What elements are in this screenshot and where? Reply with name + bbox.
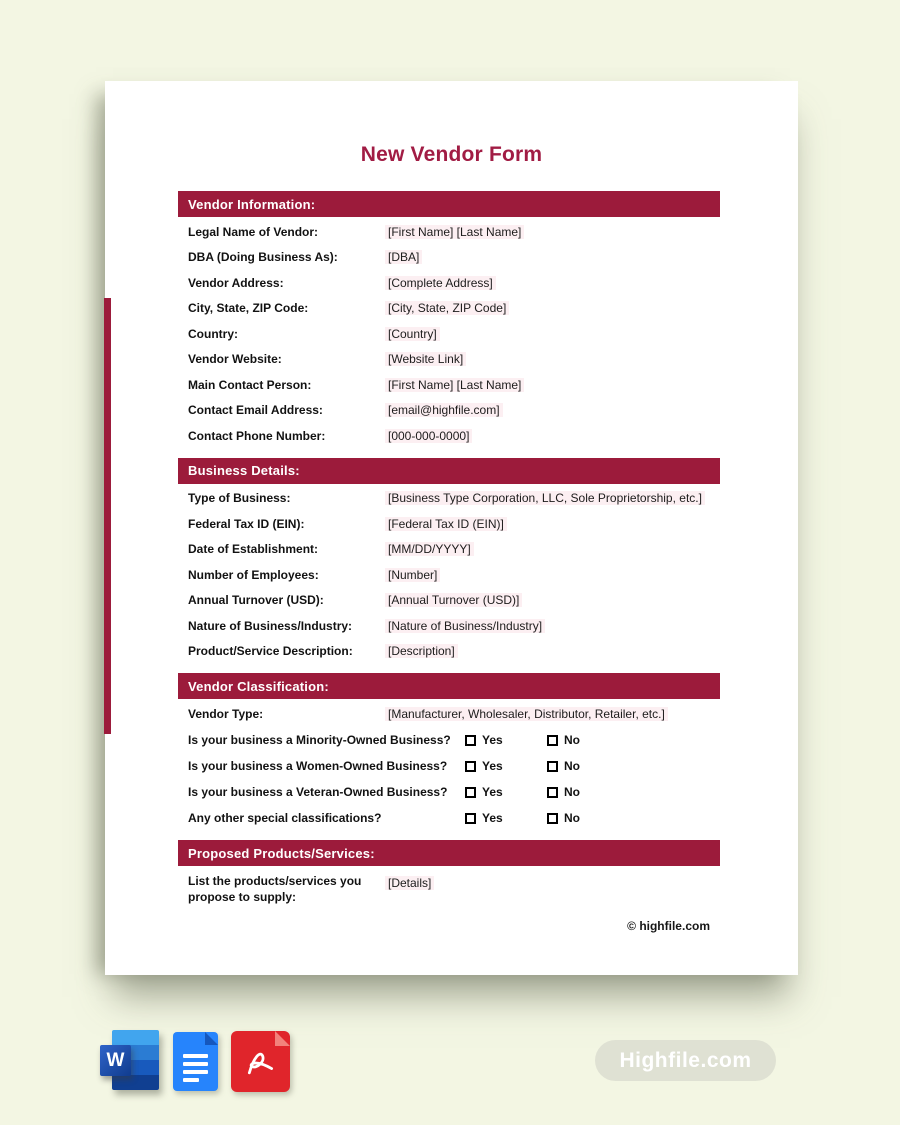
table-row xyxy=(178,511,720,537)
highfile-badge[interactable]: Highfile.com xyxy=(595,1040,776,1081)
vendor-information-rows xyxy=(178,217,720,449)
table-row xyxy=(178,701,720,727)
field-label: Main Contact Person: xyxy=(188,377,312,392)
question-label: Is your business a Veteran-Owned Business? xyxy=(188,785,448,799)
table-row xyxy=(178,588,720,614)
checkbox-icon[interactable] xyxy=(547,761,558,772)
field-label: Contact Email Address: xyxy=(188,403,323,418)
yes-option[interactable] xyxy=(465,733,547,747)
field-label: Legal Name of Vendor: xyxy=(188,224,319,239)
page-fold-icon xyxy=(205,1032,218,1045)
field-placeholder: [First Name] [Last Name] xyxy=(385,225,524,239)
checkbox-icon[interactable] xyxy=(547,787,558,798)
checkbox-icon[interactable] xyxy=(547,735,558,746)
checkbox-icon[interactable] xyxy=(465,787,476,798)
field-placeholder: [Manufacturer, Wholesaler, Distributor, Retailer, etc.] xyxy=(385,707,668,721)
field-placeholder: [email@highfile.com] xyxy=(385,403,503,417)
checkbox-icon[interactable] xyxy=(465,761,476,772)
field-label: Contact Phone Number: xyxy=(188,428,326,443)
yes-label: Yes xyxy=(482,811,503,825)
classification-question-row xyxy=(178,805,720,831)
field-label: Nature of Business/Industry: xyxy=(188,618,353,633)
yes-option[interactable] xyxy=(465,759,547,773)
word-icon-letter: W xyxy=(100,1045,131,1076)
google-docs-icon[interactable] xyxy=(173,1032,218,1091)
field-label: DBA (Doing Business As): xyxy=(188,250,338,265)
field-placeholder: [Federal Tax ID (EIN)] xyxy=(385,517,507,531)
word-icon[interactable] xyxy=(100,1030,160,1096)
form-content xyxy=(178,191,720,933)
field-placeholder: [MM/DD/YYYY] xyxy=(385,542,474,556)
field-label: Country: xyxy=(188,326,238,341)
table-row xyxy=(178,245,720,271)
business-details-rows xyxy=(178,484,720,665)
table-row xyxy=(178,639,720,665)
section-header-proposed-products: Proposed Products/Services: xyxy=(178,840,720,866)
no-label: No xyxy=(564,811,580,825)
field-label: Vendor Website: xyxy=(188,352,282,367)
section-header-business-details: Business Details: xyxy=(178,458,720,484)
checkbox-icon[interactable] xyxy=(547,813,558,824)
yes-option[interactable] xyxy=(465,811,547,825)
classification-question-row xyxy=(178,727,720,753)
table-row xyxy=(178,321,720,347)
field-placeholder: [Business Type Corporation, LLC, Sole Proprietorship, etc.] xyxy=(385,491,705,505)
table-row xyxy=(178,398,720,424)
field-placeholder: [Nature of Business/Industry] xyxy=(385,619,545,633)
download-format-bar xyxy=(100,1030,290,1096)
no-option[interactable] xyxy=(547,759,580,773)
question-label: Is your business a Minority-Owned Business? xyxy=(188,733,451,747)
question-label: Any other special classifications? xyxy=(188,811,382,825)
field-placeholder: [City, State, ZIP Code] xyxy=(385,301,509,315)
question-label: Is your business a Women-Owned Business? xyxy=(188,759,448,773)
checkbox-icon[interactable] xyxy=(465,813,476,824)
docs-text-lines xyxy=(183,1054,208,1086)
table-row xyxy=(178,372,720,398)
yes-label: Yes xyxy=(482,759,503,773)
pdf-icon[interactable] xyxy=(231,1031,290,1092)
field-placeholder: [Website Link] xyxy=(385,352,466,366)
table-row xyxy=(178,296,720,322)
yes-label: Yes xyxy=(482,785,503,799)
field-placeholder: [Details] xyxy=(385,876,434,890)
field-placeholder: [Annual Turnover (USD)] xyxy=(385,593,522,607)
field-label: City, State, ZIP Code: xyxy=(188,301,309,316)
no-option[interactable] xyxy=(547,811,580,825)
field-label: Number of Employees: xyxy=(188,567,319,582)
table-row xyxy=(178,874,720,905)
table-row xyxy=(178,486,720,512)
section-header-vendor-information: Vendor Information: xyxy=(178,191,720,217)
field-label: List the products/services you propose to supply: xyxy=(188,874,362,904)
field-label: Vendor Address: xyxy=(188,275,284,290)
copyright-text: © highfile.com xyxy=(627,919,710,934)
no-option[interactable] xyxy=(547,733,580,747)
field-label: Annual Turnover (USD): xyxy=(188,593,324,608)
document-title: New Vendor Form xyxy=(360,143,543,166)
acrobat-icon xyxy=(244,1047,278,1079)
page-fold-icon xyxy=(275,1031,290,1046)
field-placeholder: [Description] xyxy=(385,644,458,658)
page-accent-stripe xyxy=(104,298,111,734)
no-label: No xyxy=(564,759,580,773)
field-label: Product/Service Description: xyxy=(188,644,353,659)
no-option[interactable] xyxy=(547,785,580,799)
yes-label: Yes xyxy=(482,733,503,747)
table-row xyxy=(178,347,720,373)
checkbox-icon[interactable] xyxy=(465,735,476,746)
field-label: Vendor Type: xyxy=(188,707,264,721)
field-label: Date of Establishment: xyxy=(188,542,319,557)
no-label: No xyxy=(564,785,580,799)
table-row xyxy=(178,270,720,296)
table-row xyxy=(178,562,720,588)
table-row xyxy=(178,537,720,563)
table-row xyxy=(178,613,720,639)
field-label: Federal Tax ID (EIN): xyxy=(188,516,305,531)
field-placeholder: [DBA] xyxy=(385,250,422,264)
field-placeholder: [Country] xyxy=(385,327,440,341)
section-header-vendor-classification: Vendor Classification: xyxy=(178,673,720,699)
field-placeholder: [Complete Address] xyxy=(385,276,496,290)
classification-question-row xyxy=(178,753,720,779)
yes-option[interactable] xyxy=(465,785,547,799)
field-placeholder: [First Name] [Last Name] xyxy=(385,378,524,392)
table-row xyxy=(178,219,720,245)
field-label: Type of Business: xyxy=(188,491,291,506)
table-row xyxy=(178,423,720,449)
document-page xyxy=(105,81,798,975)
field-placeholder: [Number] xyxy=(385,568,440,582)
field-placeholder: [000-000-0000] xyxy=(385,429,472,443)
vendor-classification-rows xyxy=(178,699,720,831)
classification-question-row xyxy=(178,779,720,805)
no-label: No xyxy=(564,733,580,747)
